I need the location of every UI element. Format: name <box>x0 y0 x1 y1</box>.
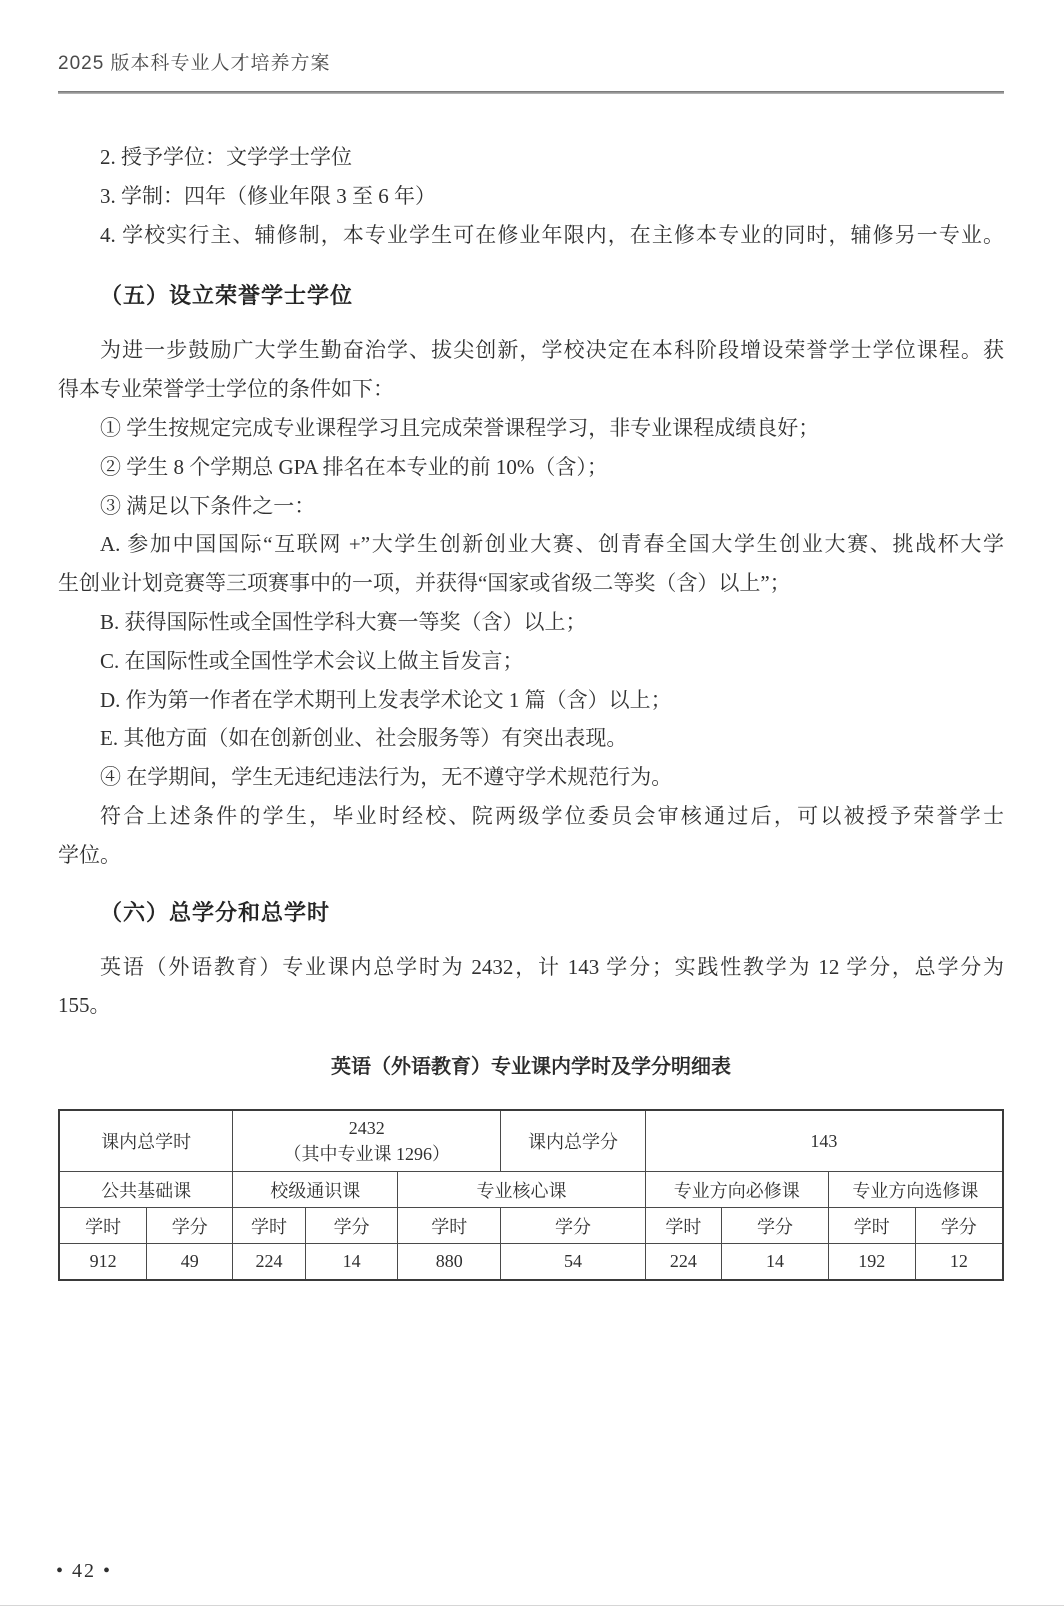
doc-line: ① 学生按规定完成专业课程学习且完成荣誉课程学习，非专业课程成绩良好； <box>100 415 820 440</box>
table-row <box>59 1110 1003 1172</box>
doc-line: 3. 学制：四年（修业年限 3 至 6 年） <box>100 183 436 208</box>
table-cell: 学分 <box>722 1208 829 1244</box>
doc-line: 4. 学校实行主、辅修制，本专业学生可在修业年限内，在主修本专业的同时，辅修另一专业。 <box>100 222 1004 247</box>
table-cell: 14 <box>305 1244 398 1281</box>
table-cell: 12 <box>915 1244 1003 1281</box>
section-heading-five: （五）设立荣誉学士学位 <box>100 283 354 309</box>
table-row <box>59 1244 1003 1281</box>
doc-line: 生创业计划竞赛等三项赛事中的一项，并获得“国家或省级二等奖（含）以上”； <box>58 571 791 596</box>
total-hours-value: 2432 <box>348 1118 385 1139</box>
doc-line: D. 作为第一作者在学术期刊上发表学术论文 1 篇（含）以上； <box>100 687 672 712</box>
table-cell: 54 <box>501 1244 645 1281</box>
table-cell: 公共基础课 <box>59 1172 233 1208</box>
table-row <box>59 1208 1003 1244</box>
table-cell: 学时 <box>59 1208 147 1244</box>
doc-line: ② 学生 8 个学期总 GPA 排名在本专业的前 10%（含）； <box>100 454 608 479</box>
table-cell: 224 <box>645 1244 721 1281</box>
doc-line: 2. 授予学位：文学学士学位 <box>100 145 352 169</box>
table-cell: 学时 <box>828 1208 915 1244</box>
doc-line: B. 获得国际性或全国性学科大赛一等奖（含）以上； <box>100 609 587 634</box>
table-cell: 学分 <box>915 1208 1003 1244</box>
table-cell <box>233 1110 501 1172</box>
table-cell: 880 <box>398 1244 501 1281</box>
doc-line: C. 在国际性或全国性学术会议上做主旨发言； <box>100 648 524 673</box>
table-cell: 49 <box>147 1244 233 1281</box>
doc-line: 155。 <box>58 993 111 1018</box>
table-caption: 英语（外语教育）专业课内学时及学分明细表 <box>331 1056 731 1079</box>
doc-line: 英语（外语教育）专业课内总学时为 2432，计 143 学分；实践性教学为 12 学分，总学分为 <box>100 954 1004 979</box>
table-cell: 192 <box>828 1244 915 1281</box>
table-cell: 专业方向选修课 <box>828 1172 1003 1208</box>
table-cell: 143 <box>645 1110 1003 1172</box>
doc-line: E. 其他方面（如在创新创业、社会服务等）有突出表现。 <box>100 726 628 751</box>
table-cell: 专业方向必修课 <box>645 1172 828 1208</box>
doc-line: 为进一步鼓励广大学生勤奋治学、拔尖创新，学校决定在本科阶段增设荣誉学士学位课程。获 <box>100 338 1004 363</box>
total-hours-note: （其中专业课 1296） <box>283 1144 450 1165</box>
table-cell: 专业核心课 <box>398 1172 645 1208</box>
table-cell: 224 <box>233 1244 306 1281</box>
table-cell: 学时 <box>398 1208 501 1244</box>
credit-hours-table <box>58 1109 1004 1281</box>
table-cell: 学时 <box>645 1208 721 1244</box>
table-cell: 14 <box>722 1244 829 1281</box>
doc-line: A. 参加中国国际“互联网 +”大学生创新创业大赛、创青春全国大学生创业大赛、挑战杯大学 <box>100 532 1004 557</box>
table-cell: 912 <box>59 1244 147 1281</box>
table-cell: 课内总学时 <box>59 1110 233 1172</box>
doc-line: ④ 在学期间，学生无违纪违法行为，无不遵守学术规范行为。 <box>100 765 673 790</box>
doc-line: 符合上述条件的学生，毕业时经校、院两级学位委员会审核通过后，可以被授予荣誉学士 <box>100 803 1004 828</box>
table-cell: 学分 <box>147 1208 233 1244</box>
page-number: • 42 • <box>56 1560 113 1582</box>
table-cell: 课内总学分 <box>501 1110 645 1172</box>
table-cell: 学时 <box>233 1208 306 1244</box>
doc-line: ③ 满足以下条件之一： <box>100 493 316 518</box>
table-cell: 学分 <box>305 1208 398 1244</box>
table-cell: 学分 <box>501 1208 645 1244</box>
doc-line: 得本专业荣誉学士学位的条件如下： <box>58 377 394 402</box>
doc-line: 学位。 <box>58 842 121 867</box>
running-header-title: 2025 版本科专业人才培养方案 <box>58 53 331 74</box>
document-body <box>58 94 1004 1281</box>
section-heading-six: （六）总学分和总学时 <box>100 899 331 925</box>
table-row <box>59 1172 1003 1208</box>
table-cell: 校级通识课 <box>233 1172 398 1208</box>
